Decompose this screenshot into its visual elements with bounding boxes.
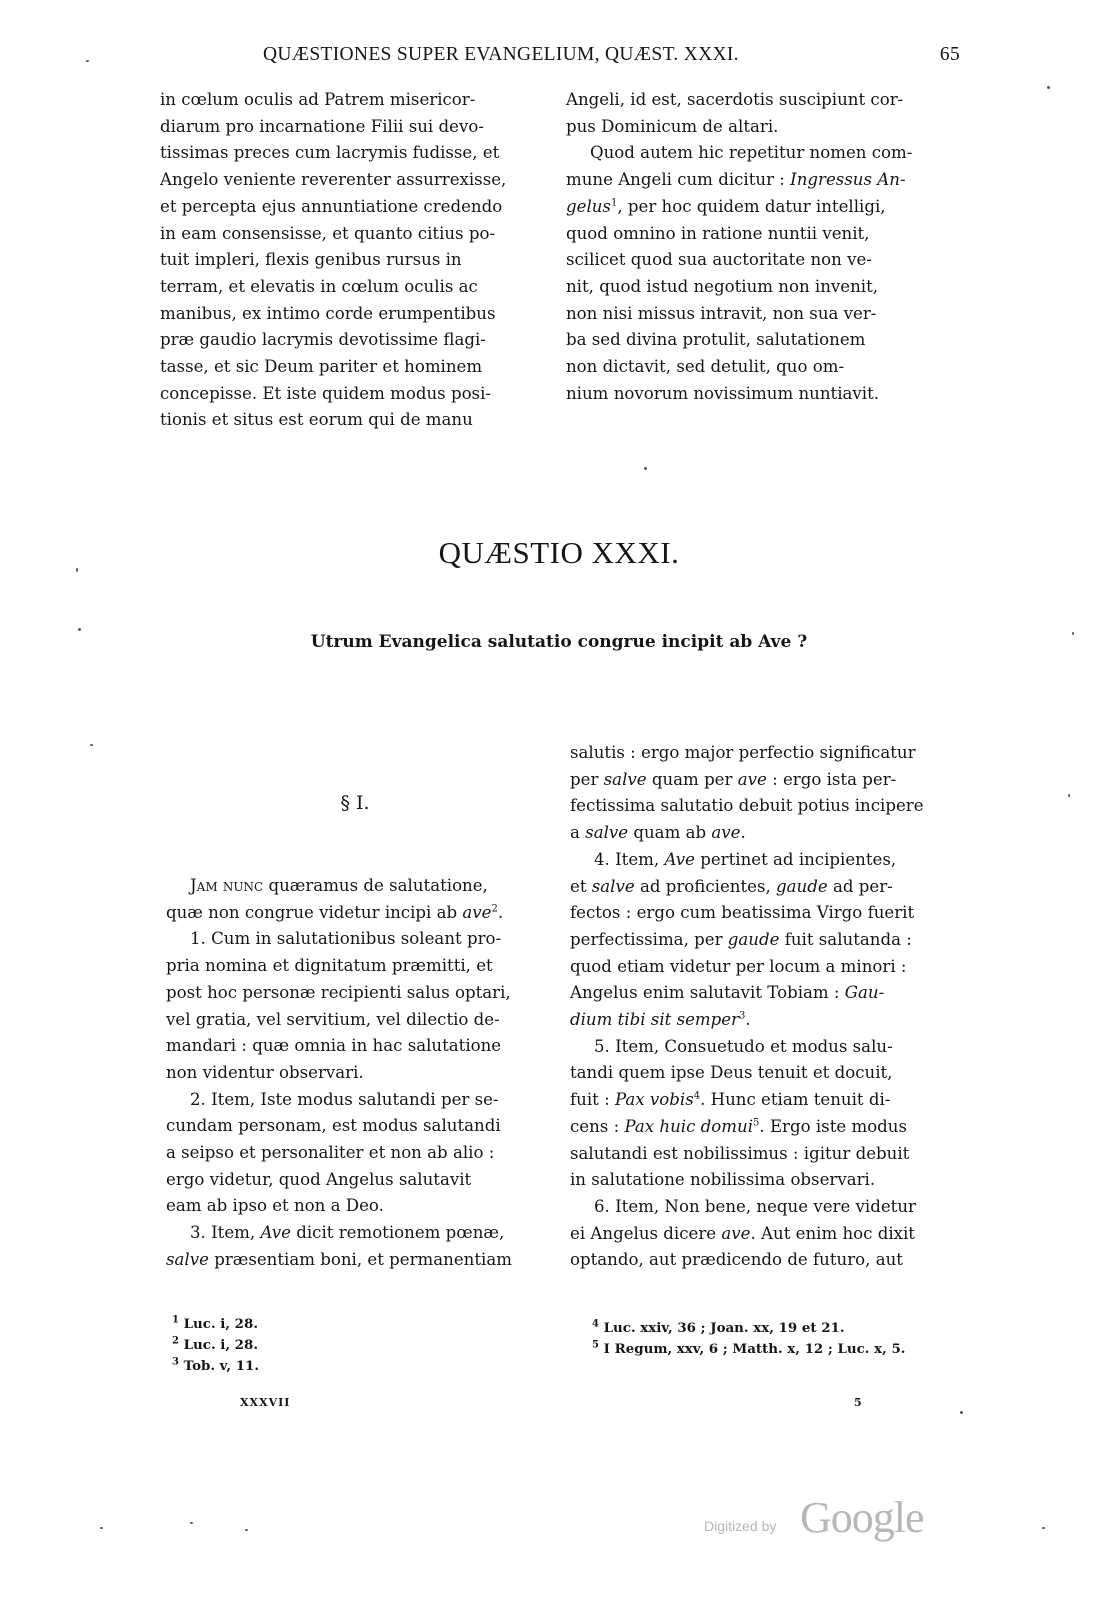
text-line: ei Angelus dicere ave. Aut enim hoc dixit xyxy=(570,1223,915,1243)
text-line: per salve quam per ave : ergo ista per- xyxy=(570,769,897,789)
text-line: a seipso et personaliter et non ab alio : xyxy=(166,1143,495,1163)
text-line: quod omnino in ratione nuntii venit, xyxy=(566,223,870,243)
text-line: non nisi missus intravit, non sua ver- xyxy=(566,303,877,323)
text-line: tuit impleri, flexis genibus rursus in xyxy=(160,250,462,270)
text-line: fectos : ergo cum beatissima Virgo fuerit xyxy=(570,903,915,923)
text-line: concepisse. Et iste quidem modus posi- xyxy=(160,383,491,403)
text-line: diarum pro incarnatione Filii sui devo- xyxy=(160,116,484,136)
page-number: 65 xyxy=(939,44,960,65)
text-line: in eam consensisse, et quanto citius po- xyxy=(160,223,496,243)
text-line: perfectissima, per gaude fuit salutanda : xyxy=(570,929,912,949)
scan-speck xyxy=(1072,632,1074,635)
bottom-left-column xyxy=(166,873,547,1274)
text-line: tionis et situs est eorum qui de manu xyxy=(160,410,473,430)
text-line: nium novorum novissimum nuntiavit. xyxy=(566,383,880,403)
text-line: post hoc personæ recipienti salus optari, xyxy=(166,982,511,1002)
running-head-title: QUÆSTIONES SUPER EVANGELIUM, QUÆST. XXXI. xyxy=(263,44,739,65)
text-line: pria nomina et dignitatum præmitti, et xyxy=(166,956,493,976)
bottom-right-column xyxy=(570,740,956,1274)
text-line: optando, aut prædicendo de futuro, aut xyxy=(570,1250,903,1270)
footnote: $^5$ I Regum, xxv, 6 ; Matth. x, 12 ; Luc. x, 5. xyxy=(592,1339,906,1357)
scan-speck xyxy=(644,467,647,470)
text-line: et salve ad proficientes, gaude ad per- xyxy=(570,876,893,896)
text-line: salutis : ergo major perfectio significatur xyxy=(570,743,916,762)
footnote-ref[interactable]: 4 xyxy=(693,1090,701,1102)
signature-mark-left: XXXVII xyxy=(240,1396,291,1409)
text-line: ergo videtur, quod Angelus salutavit xyxy=(166,1169,472,1189)
top-left-column xyxy=(160,87,541,434)
text-line: ba sed divina protulit, salutationem xyxy=(566,330,866,350)
footnotes-right xyxy=(592,1318,905,1360)
text-line: mandari : quæ omnia in hac salutatione xyxy=(166,1036,502,1056)
text-line: in cœlum oculis ad Patrem misericor- xyxy=(160,90,476,109)
question-title: QUÆSTIO XXXI. xyxy=(438,535,680,570)
text-line: mune Angeli cum dicitur : Ingressus An- xyxy=(566,170,906,190)
text-line: et percepta ejus annuntiatione credendo xyxy=(160,196,503,216)
text-line: Jam nunc quæramus de salutatione, xyxy=(190,876,488,895)
watermark-small-text: Digitized by xyxy=(704,1518,777,1534)
text-line: 3. Item, Ave dicit remotionem pœnæ, xyxy=(190,1223,505,1243)
footnote-ref[interactable]: 2 xyxy=(491,903,498,915)
text-line: fuit : Pax vobis$^4$. Hunc etiam tenuit di- xyxy=(570,1090,891,1110)
text-line: vel gratia, vel servitium, vel dilectio de- xyxy=(166,1009,500,1029)
signature-mark-right: 5 xyxy=(854,1396,863,1409)
scan-speck xyxy=(960,1411,963,1414)
text-line: Angelo veniente reverenter assurrexisse, xyxy=(160,170,507,190)
text-line: Quod autem hic repetitur nomen com- xyxy=(590,143,913,163)
scan-speck xyxy=(100,1527,103,1529)
text-line: Angelus enim salutavit Tobiam : Gau- xyxy=(570,983,885,1003)
footnotes-left xyxy=(172,1314,259,1377)
text-line: tasse, et sic Deum pariter et hominem xyxy=(160,357,483,377)
text-line: non dictavit, sed detulit, quo om- xyxy=(566,357,845,377)
scan-speck xyxy=(245,1529,248,1531)
top-right-column xyxy=(566,87,951,407)
text-line: in salutatione nobilissima observari. xyxy=(570,1170,876,1190)
text-line: Angeli, id est, sacerdotis suscipiunt cor- xyxy=(566,90,904,109)
footnote: $^2$ Luc. i, 28. xyxy=(172,1335,258,1353)
footnote-ref[interactable]: 1 xyxy=(610,197,618,209)
running-head xyxy=(160,40,960,70)
text-line: terram, et elevatis in cœlum oculis ac xyxy=(160,276,478,296)
text-line: cens : Pax huic domui$^5$. Ergo iste modus xyxy=(570,1116,908,1136)
footnote: $^4$ Luc. xxiv, 36 ; Joan. xx, 19 et 21. xyxy=(592,1318,845,1336)
footnote: $^3$ Tob. v, 11. xyxy=(172,1356,259,1374)
question-subtitle: Utrum Evangelica salutatio congrue incipit ab Ave ? xyxy=(310,632,808,652)
text-line: præ gaudio lacrymis devotissime flagi- xyxy=(160,330,486,350)
text-line: pus Dominicum de altari. xyxy=(566,116,779,136)
text-line: dium tibi sit semper$^3$. xyxy=(570,1010,751,1030)
text-line: nit, quod istud negotium non invenit, xyxy=(566,276,879,296)
text-line: quæ non congrue videtur incipi ab ave$^2$. xyxy=(166,902,504,922)
text-line: 6. Item, Non bene, neque vere videtur xyxy=(594,1196,916,1216)
google-logo-text: Google xyxy=(800,1493,924,1542)
scan-speck xyxy=(90,744,93,746)
text-line: eam ab ipso et non a Deo. xyxy=(166,1196,384,1216)
text-line: tandi quem ipse Deus tenuit et docuit, xyxy=(570,1063,893,1083)
digitized-by-google-watermark xyxy=(704,1492,944,1552)
text-line: 5. Item, Consuetudo et modus salu- xyxy=(594,1036,893,1056)
scan-speck xyxy=(190,1522,193,1524)
text-line: a salve quam ab ave. xyxy=(570,823,746,843)
scan-speck xyxy=(1068,794,1070,797)
text-line: quod etiam videtur per locum a minori : xyxy=(570,956,907,976)
text-line: tissimas preces cum lacrymis fudisse, et xyxy=(160,143,500,163)
footnote: $^1$ Luc. i, 28. xyxy=(172,1314,258,1332)
scan-speck xyxy=(78,628,81,631)
text-line: gelus$^1$, per hoc quidem datur intelligi, xyxy=(566,196,886,216)
text-line: salutandi est nobilissimus : igitur debuit xyxy=(570,1143,910,1163)
text-line: manibus, ex intimo corde erumpentibus xyxy=(160,303,496,323)
footnote-ref[interactable]: 5 xyxy=(753,1117,760,1129)
text-line: 1. Cum in salutationibus soleant pro- xyxy=(190,929,502,949)
text-line: 2. Item, Iste modus salutandi per se- xyxy=(190,1089,499,1109)
scan-speck xyxy=(76,568,78,572)
text-line: fectissima salutatio debuit potius incipere xyxy=(570,796,924,816)
text-line: 4. Item, Ave pertinet ad incipientes, xyxy=(594,849,897,869)
scan-speck xyxy=(1047,86,1050,89)
scan-speck xyxy=(86,60,89,62)
footnote-ref[interactable]: 3 xyxy=(739,1010,746,1022)
text-line: non videntur observari. xyxy=(166,1062,364,1082)
text-line: salve præsentiam boni, et permanentiam xyxy=(166,1249,512,1269)
scan-speck xyxy=(1042,1527,1045,1529)
section-mark: § I. xyxy=(340,792,370,814)
text-line: scilicet quod sua auctoritate non ve- xyxy=(566,250,872,270)
text-line: cundam personam, est modus salutandi xyxy=(166,1116,501,1136)
